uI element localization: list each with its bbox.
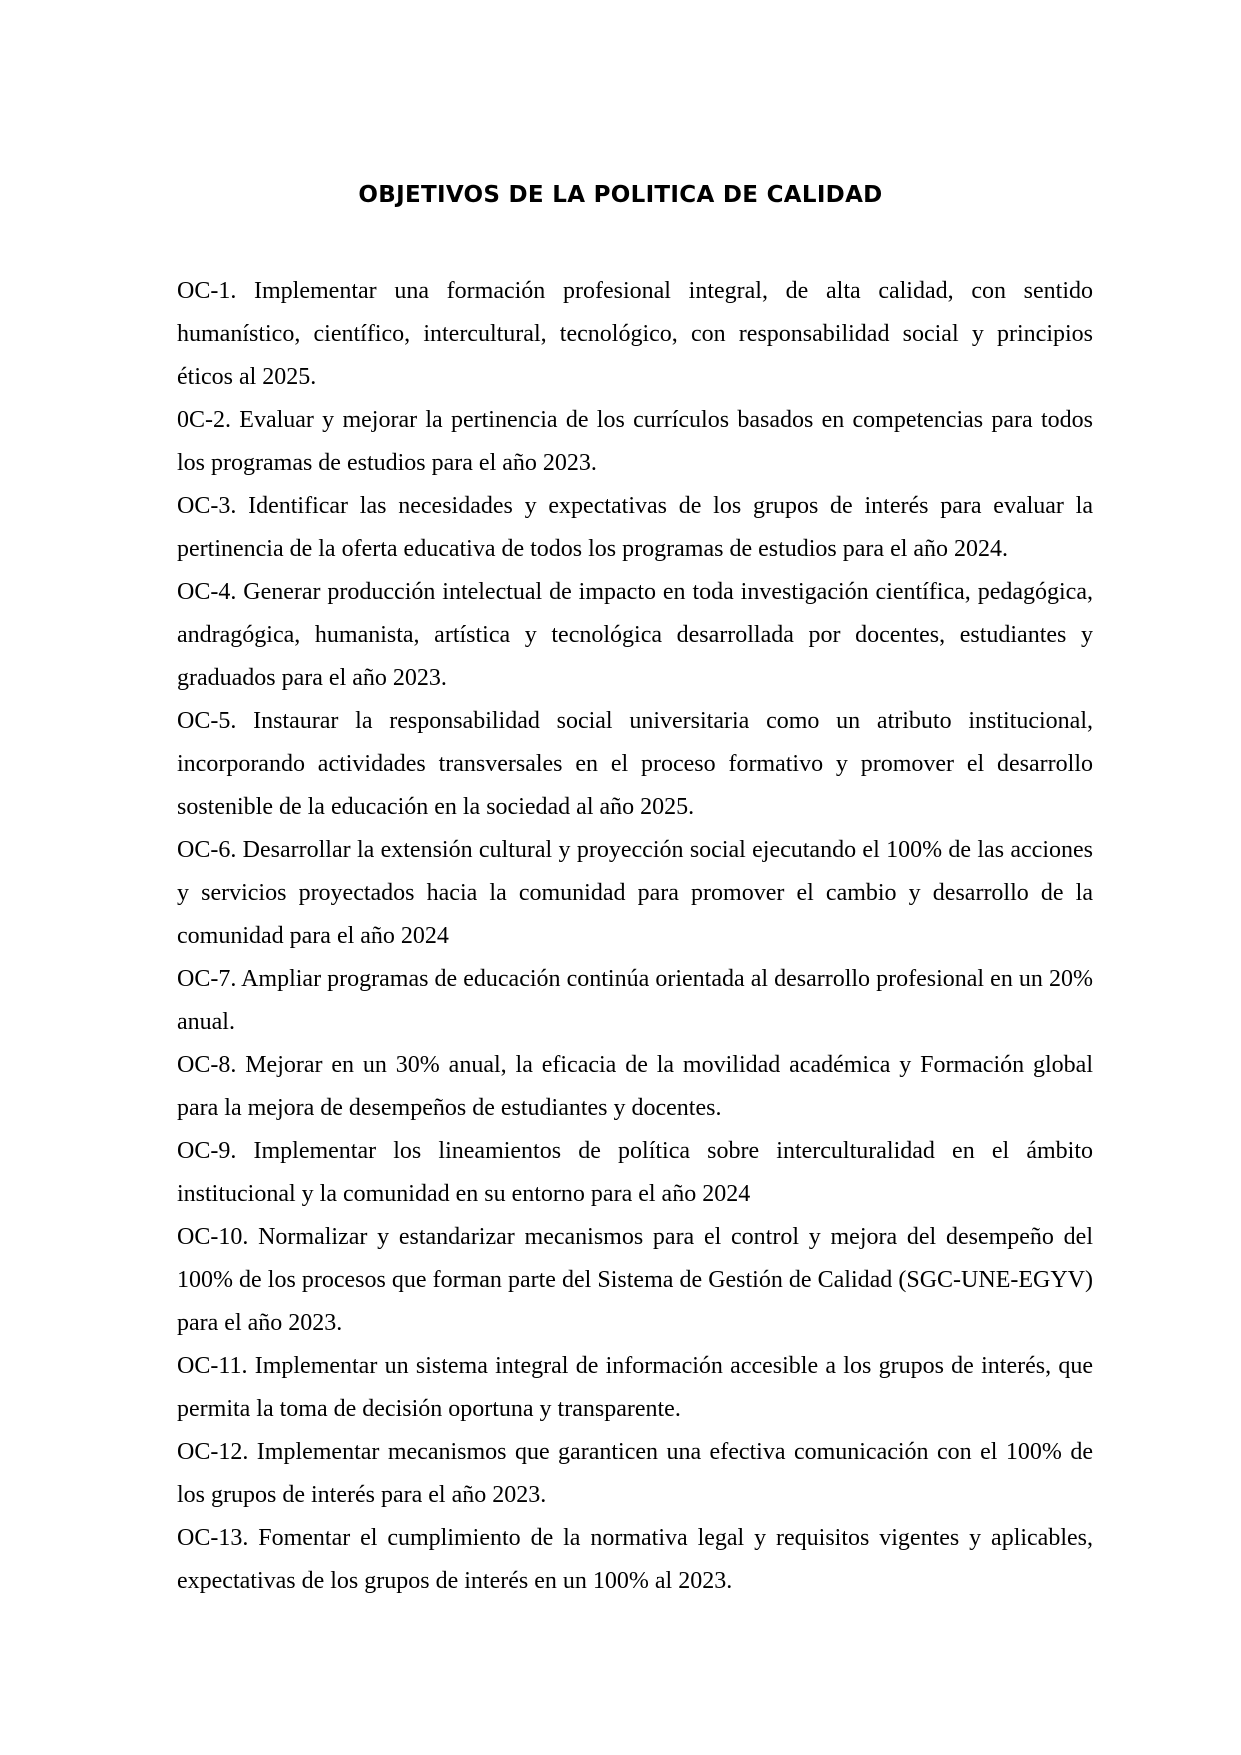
- objective-oc-12: OC-12. Implementar mecanismos que garanticen una efectiva comunicación con el 100% de los grupos de interés para el año 2023.: [177, 1439, 1093, 1508]
- objective-oc-13: OC-13. Fomentar el cumplimiento de la normativa legal y requisitos vigentes y aplicables, expectativas de los grupos de interés en un 100% al 2023.: [177, 1525, 1093, 1594]
- objective-oc-3: OC-3. Identificar las necesidades y expectativas de los grupos de interés para evaluar la pertinencia de la oferta educativa de todos los programas de estudios para el año 2024.: [177, 493, 1093, 562]
- objective-oc-7: OC-7. Ampliar programas de educación continúa orientada al desarrollo profesional en un 20% anual.: [177, 966, 1093, 1035]
- objective-oc-9: OC-9. Implementar los lineamientos de política sobre interculturalidad en el ámbito institucional y la comunidad en su entorno para el año 2024: [177, 1138, 1093, 1207]
- document-title: OBJETIVOS DE LA POLITICA DE CALIDAD: [358, 182, 883, 208]
- objective-oc-5: OC-5. Instaurar la responsabilidad social universitaria como un atributo institucional, incorporando actividades transversales en el proceso formativo y promover el desarrollo sostenible de la educación en la sociedad al año 2025.: [177, 708, 1093, 820]
- objective-oc-4: OC-4. Generar producción intelectual de impacto en toda investigación científica, pedagógica, andragógica, humanista, artística y tecnológica desarrollada por docentes, estudiantes y graduados para el año 2023.: [177, 579, 1093, 691]
- objective-oc-6: OC-6. Desarrollar la extensión cultural y proyección social ejecutando el 100% de las acciones y servicios proyectados hacia la comunidad para promover el cambio y desarrollo de la comunidad para el año 2024: [177, 837, 1093, 949]
- objective-oc-8: OC-8. Mejorar en un 30% anual, la eficacia de la movilidad académica y Formación global para la mejora de desempeños de estudiantes y docentes.: [177, 1052, 1093, 1121]
- objective-oc-2: 0C-2. Evaluar y mejorar la pertinencia de los currículos basados en competencias para todos los programas de estudios para el año 2023.: [177, 407, 1093, 476]
- objective-oc-1: OC-1. Implementar una formación profesional integral, de alta calidad, con sentido humanístico, científico, intercultural, tecnológico, con responsabilidad social y principios éticos al 2025.: [177, 278, 1093, 390]
- objectives-list: [177, 270, 1093, 1603]
- objective-oc-11: OC-11. Implementar un sistema integral de información accesible a los grupos de interés, que permita la toma de decisión oportuna y transparente.: [177, 1353, 1093, 1422]
- objective-oc-10: OC-10. Normalizar y estandarizar mecanismos para el control y mejora del desempeño del 100% de los procesos que forman parte del Sistema de Gestión de Calidad (SGC-UNE-EGYV) para el año 2023.: [177, 1224, 1093, 1336]
